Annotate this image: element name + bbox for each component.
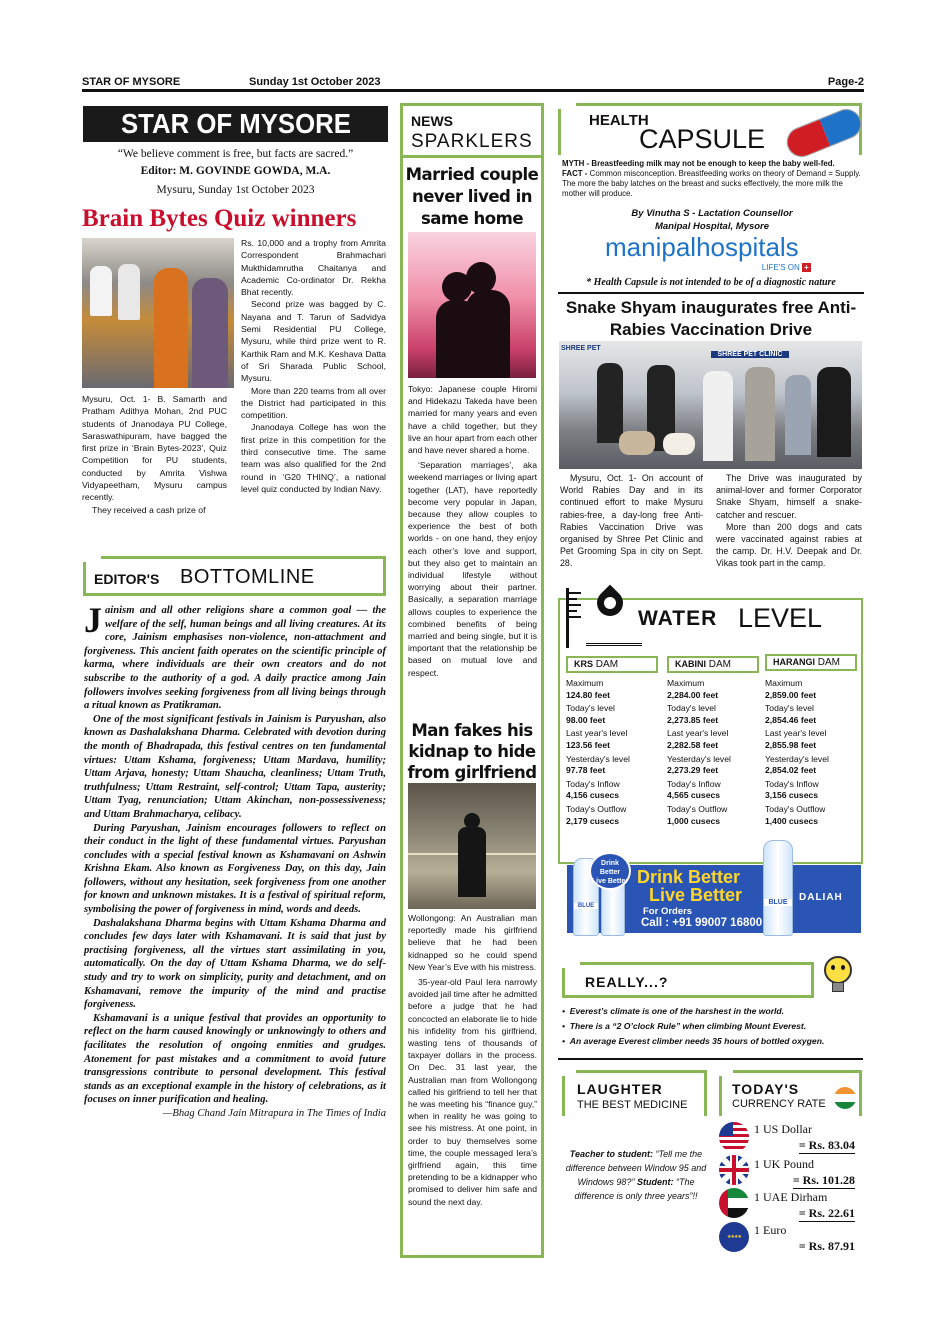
really-label-text: REALLY...? <box>585 974 669 990</box>
measuring-gauge-icon <box>566 588 586 648</box>
snake-col-1 <box>560 472 703 570</box>
masthead-editor: Editor: M. GOVINDE GOWDA, M.A. <box>140 165 331 177</box>
really-item-3-text: An average Everest climber needs 35 hours of bottled oxygen. <box>569 1036 825 1046</box>
currency-rate-usd: = Rs. 83.04 <box>798 1138 855 1152</box>
joke-student-key: Student: <box>636 1177 674 1187</box>
editors-label-a: EDITOR'S <box>94 571 160 587</box>
india-flag-icon <box>834 1087 856 1109</box>
editorial-body <box>84 600 386 1121</box>
sparkler-2-body <box>408 912 537 1208</box>
currency-row-gbp <box>719 1155 861 1185</box>
kabini-lastyear-label: Last year's level <box>667 728 729 739</box>
harangi-today-label: Today's level <box>765 703 814 714</box>
krs-inflow-value: 4,156 cusecs <box>566 790 620 801</box>
header-date: Sunday 1st October 2023 <box>249 76 381 88</box>
quiz-para-4: Jnanodaya College has won the first prize in this competition for the third consecutive time. The same team was also qualified for the 2nd round in ‘G20 THINQ’, a national level quiz conducted by Indian Navy. <box>241 422 386 494</box>
laughter-label-b: THE BEST MEDICINE <box>577 1099 688 1111</box>
really-item-3: • An average Everest climber needs 35 hours of bottled oxygen. <box>562 1036 825 1046</box>
ad-brand: DALIAH <box>799 892 843 903</box>
pet-clinic-sign: SHREE PET <box>561 345 601 352</box>
snake-para-2: The Drive was inaugurated by animal-lover and former Corporator Snake Shyam, himself a snake-catcher and rescuer. <box>716 473 862 520</box>
currency-row-aed <box>719 1188 861 1218</box>
krs-max-label: Maximum <box>566 678 604 688</box>
harangi-inflow-label: Today's Inflow <box>765 778 819 789</box>
currency-row-usd <box>719 1122 861 1152</box>
kabini-readings <box>667 673 759 827</box>
kabini-dam-word: DAM <box>708 659 732 670</box>
editorial-para-2: One of the most significant festivals in Jainism is Paryushan, also known as Dashalakshana Dharma. Celebrated with devotion during the month of Bhadrapada, this festival centres on ten fundamental virtues: Uttam Kshama, forgiveness; Uttam Mardava, humility; Uttam Arjava, honesty; Uttam Shaucha, cleanliness; Uttam Truth, truthfulness; Uttam Restraint, self-control; Uttam Tapa, austerity; Uttam Tyag, renunciation; Uttam Akinchan, non-possessiveness; and Uttam Brahmacharya, celibacy. <box>84 713 386 820</box>
sparkler-2-headline: Man fakes his kidnap to hide from girlfriend <box>407 721 537 782</box>
health-label-b: CAPSULE <box>639 124 766 154</box>
manipal-tag <box>762 263 811 272</box>
health-org: Manipal Hospital, Mysore <box>654 221 770 232</box>
editorial-para-4: Dashalakshana Dharma begins with Uttam Kshama Dharma and concludes few days later with Kshamavani. It is said that just by practising forgiveness, all the virtues start assimilating in you, automatically. On the day of Uttam Kshama Dharma, we do self-study and try to work on simplicity, purity and detachment, and on Kshamavani, remove the impurity of the mind and practise forgiveness. <box>84 917 386 1011</box>
harangi-dam-label <box>765 654 857 671</box>
fact-text: Common misconception. Breastfeeding works on theory of Demand = Supply. The more the baby latches on the breast and sucks effectively, the more milk the mother will produce. <box>562 169 861 198</box>
health-myth <box>562 159 862 169</box>
editorial-para-1 <box>84 600 386 713</box>
snake-para-3: More than 200 dogs and cats were vaccinated against rabies at the camp. Dr. H.V. Deepak and Dr. Vikas took part in the camp. <box>716 521 862 569</box>
quiz-headline: Brain Bytes Quiz winners <box>82 205 357 232</box>
editorial-drop-cap: J <box>84 600 102 640</box>
harangi-yesterday-label: Yesterday's level <box>765 753 829 764</box>
health-disclaimer: * Health Capsule is not intended to be of a diagnostic nature <box>558 277 864 294</box>
sparkler-1-para-1: Tokyo: Japanese couple Hiromi and Hidekazu Takeda have been married for many years and even have a child together, but they live an hour apart from each other and have never shared a home. <box>408 384 537 456</box>
sparkler-2-para-2: 35-year-old Paul Iera narrowly avoided jail time after he admitted before a judge that he had concocted an elaborate lie to hide his infidelity from his girlfriend, wasting tens of thousands of taxpayer dollars in the process. On Dec. 31 last year, the Australian man from Wollongong called his girlfriend to tell her that he was meeting his “finance guy,” when in reality he was going to see his mistress. At one point, in order to buy themselves some time, the couple messaged Iera’s girlfriend again, this time pretending to be a kidnapper who promised to deliver him safe and sound the next day. <box>408 977 537 1207</box>
editorial-credit: —Bhag Chand Jain Mitrapura in The Times of India <box>162 1107 386 1119</box>
editors-label-b: BOTTOMLINE <box>180 566 315 588</box>
health-label-a: HEALTH <box>589 112 649 129</box>
kabini-outflow-label: Today's Outflow <box>667 803 728 814</box>
currency-rate-aed: = Rs. 22.61 <box>798 1206 855 1220</box>
water-waves-icon <box>586 630 642 646</box>
manipal-logo-b: hospitals <box>696 232 799 262</box>
kabini-today-label: Today's level <box>667 703 716 714</box>
harangi-lastyear-value: 2,855.98 feet <box>765 739 817 750</box>
ad-orders: For Orders <box>643 906 693 917</box>
sparklers-label <box>403 106 541 158</box>
editors-bottomline-label <box>83 556 386 596</box>
fact-key: FACT - <box>562 169 588 178</box>
snake-col-2 <box>716 472 862 570</box>
harangi-max-value: 2,859.00 feet <box>765 689 817 700</box>
ad-badge <box>589 852 631 890</box>
kabini-inflow-label: Today's Inflow <box>667 778 721 789</box>
really-label <box>562 962 814 998</box>
plus-icon: + <box>802 263 811 272</box>
kabini-lastyear-value: 2,282.58 feet <box>667 739 719 750</box>
myth-text: Breastfeeding milk may not be enough to keep the baby well-fed. <box>591 159 835 168</box>
quiz-para-2: Second prize was bagged by C. Nayana and T. Tarun of Sadvidya Semi Residential PU College, Mysuru, while third prize went to R. Karthik Ram and M.K. Keshava Datta of Sri Sharada Public School, Mysuru. <box>241 299 386 384</box>
header-page-number: Page-2 <box>827 76 864 88</box>
joke-student-text: “The difference is only three years”!! <box>574 1177 698 1201</box>
sparkler-1-body <box>408 383 537 679</box>
ad-badge-a: Drink <box>601 860 619 867</box>
quiz-para-1: Rs. 10,000 and a trophy from Amrita Correspondent Brahmachari Mukthidamrutha Chaitanya and Academic Co-ordinator Dr. Rekha Bhat recently. <box>241 238 386 298</box>
myth-key: MYTH - <box>562 159 590 168</box>
health-fact <box>562 169 862 199</box>
sparkler-2-para-1: Wollongong: An Australian man reportedly made his girlfriend believe that he had been kidnapped so he could spend New Year’s Eve with his mistress. <box>408 913 537 972</box>
dam-harangi <box>765 654 857 827</box>
editorial-para-3: During Paryushan, Jainism encourages followers to reflect on their conduct in the light of these fundamental virtues. Paryushan concludes with a special festival known as Kshamavani on Ashwin Krishna Ekam. Also known as Forgiveness Day, on this day, Jain followers, without any hesitation, seek forgiveness from one another for known and unknown mistakes. It is a festival of spiritual reform, symbolising the power of forgiveness in mind, words and deeds. <box>84 822 386 916</box>
harangi-outflow-label: Today's Outflow <box>765 803 826 814</box>
sparkler-1-para-2: ‘Separation marriages’, aka weekend marriages or living apart together (LAT), have reportedly become very popular in Japan, because they allow couples to experience the best of both worlds - on one hand, they enjoy each other’s love and support, but they also get to maintain an individual lifestyle without worrying about their partner. Basically, a separation marriage allows couples to experience the combined benefits of being married and being single, but it is important that the relationship be based on mutual love and respect. <box>408 460 537 678</box>
krs-yesterday-label: Yesterday's level <box>566 753 630 764</box>
harangi-readings <box>765 671 857 827</box>
krs-lastyear-value: 123.56 feet <box>566 739 610 750</box>
laughter-label <box>562 1070 707 1116</box>
header-paper-name: STAR OF MYSORE <box>82 76 181 88</box>
kabini-inflow-value: 4,565 cusecs <box>667 790 721 801</box>
masthead-banner <box>83 106 388 142</box>
ad-line-2: Live Better <box>649 885 743 905</box>
really-item-1: • Everest’s climate is one of the harshest in the world. <box>562 1006 785 1016</box>
daliah-water-ad <box>567 840 861 940</box>
capsule-pill-icon <box>782 104 866 161</box>
kabini-max-value: 2,284.00 feet <box>667 689 719 700</box>
krs-yesterday-value: 97.78 feet <box>566 765 606 776</box>
krs-dam-word: DAM <box>595 659 619 670</box>
krs-readings <box>566 673 658 827</box>
bulb-icon <box>818 952 856 996</box>
currency-unit-eur: 1 Euro <box>754 1223 787 1237</box>
health-capsule-label <box>558 103 862 155</box>
ad-big-bottle <box>763 840 793 936</box>
really-rule <box>558 1058 863 1060</box>
harangi-outflow-value: 1,400 cusecs <box>765 815 819 826</box>
kabini-yesterday-value: 2,273.29 feet <box>667 765 719 776</box>
quiz-caption-continue: They received a cash prize of <box>92 504 206 515</box>
sparklers-label-a: NEWS <box>411 113 453 129</box>
currency-unit-usd: 1 US Dollar <box>754 1122 812 1136</box>
krs-outflow-value: 2,179 cusecs <box>566 815 620 826</box>
ad-line-1: Drink Better <box>637 867 741 887</box>
harangi-today-value: 2,854.46 feet <box>765 714 817 725</box>
krs-dam-label <box>566 656 658 673</box>
water-title-b: LEVEL <box>738 603 823 633</box>
ad-call: Call : +91 99007 16800 <box>641 917 763 929</box>
krs-inflow-label: Today's Inflow <box>566 778 620 789</box>
currency-unit-gbp: 1 UK Pound <box>754 1157 815 1171</box>
kabini-name: KABINI <box>675 659 706 669</box>
manipal-logo <box>605 232 815 274</box>
harangi-lastyear-label: Last year's level <box>765 728 827 739</box>
harangi-yesterday-value: 2,854.02 feet <box>765 765 817 776</box>
quiz-body <box>241 237 386 495</box>
krs-outflow-label: Today's Outflow <box>566 803 627 814</box>
ad-bottle-label-1: BLUE <box>574 903 598 909</box>
eu-flag-icon: ★★★★ <box>719 1222 749 1252</box>
vaccination-drive-photo <box>559 341 862 469</box>
currency-unit-aed: 1 UAE Dirham <box>754 1190 828 1204</box>
sparklers-label-b: SPARKLERS <box>411 131 533 152</box>
quiz-caption <box>82 393 227 516</box>
pet-clinic-banner: SHREE PET CLINIC <box>711 351 789 358</box>
krs-today-label: Today's level <box>566 703 615 714</box>
really-item-2: • There is a “2 O’clock Rule” when climbing Mount Everest. <box>562 1021 807 1031</box>
currency-rate-gbp: = Rs. 101.28 <box>792 1173 855 1187</box>
joke-teacher-text: “Tell me the difference between Window 95 and Windows 98?” <box>565 1149 707 1187</box>
kabini-max-label: Maximum <box>667 678 705 688</box>
really-item-2-text: There is a “2 O’clock Rule” when climbing Mount Everest. <box>569 1021 807 1031</box>
editorial-para-1-text: ainism and all other religions share a common goal — the welfare of the self, human beings and all living creatures. At its core, Jainism emphasises non-violence, non-attachment and forgiveness. This ancient faith operates on the scientific principle of karma, where individuals are their own creators and do not subscribe to the authority of a god. A daily practice among Jain followers involves seeking forgiveness from all living beings through a ritual known as Pratikraman. <box>84 605 386 712</box>
masthead-motto: “We believe comment is free, but facts are sacred.” <box>117 148 354 160</box>
quiz-para-3: More than 220 teams from all over the District had participated in this competition. <box>241 385 386 421</box>
kabini-dam-label <box>667 656 759 673</box>
couple-silhouette-photo <box>408 232 536 378</box>
currency-label <box>719 1070 862 1116</box>
kabini-today-value: 2,273.85 feet <box>667 714 719 725</box>
kabini-yesterday-label: Yesterday's level <box>667 753 731 764</box>
health-text <box>562 159 862 199</box>
krs-max-value: 124.80 feet <box>566 689 610 700</box>
sparkler-1-headline: Married couple never lived in same home <box>405 165 539 228</box>
usa-flag-icon <box>719 1122 749 1152</box>
joke-teacher-key: Teacher to student: <box>569 1149 653 1159</box>
laughter-joke <box>562 1147 710 1203</box>
snake-para-1: Mysuru, Oct. 1- On account of World Rabies Day and in its continued effort to make Mysuru rabies-free, a day-long free Anti-Rabies Vaccination Drive was organised by Shree Pet Clinic and Pet Grooming Spa in city on Sept. 28. <box>560 473 703 569</box>
laughter-label-a: LAUGHTER <box>577 1081 663 1097</box>
page-header <box>82 76 864 92</box>
kabini-outflow-value: 1,000 cusecs <box>667 815 721 826</box>
ad-badge-c: Live Better <box>591 878 629 885</box>
krs-today-value: 98.00 feet <box>566 714 606 725</box>
harangi-name: HARANGI <box>773 657 815 667</box>
masthead-dateline: Mysuru, Sunday 1st October 2023 <box>156 184 315 196</box>
currency-label-a: TODAY'S <box>732 1081 800 1097</box>
krs-name: KRS <box>574 659 594 669</box>
health-byline: By Vinutha S - Lactation Counsellor <box>631 208 793 219</box>
harangi-dam-word: DAM <box>817 657 841 668</box>
uk-flag-icon <box>719 1155 749 1185</box>
kidnap-photo <box>408 783 536 909</box>
manipal-tag-text: LIFE'S ON <box>761 263 800 272</box>
krs-lastyear-label: Last year's level <box>566 728 628 739</box>
currency-row-eur <box>719 1222 861 1252</box>
quiz-winners-photo <box>82 238 234 388</box>
ad-bottle-label-2: BLUE <box>764 899 792 906</box>
ad-badge-b: Better <box>599 869 621 876</box>
uae-flag-icon <box>719 1188 749 1218</box>
harangi-max-label: Maximum <box>765 678 803 688</box>
dam-kabini <box>667 656 759 827</box>
harangi-inflow-value: 3,156 cusecs <box>765 790 819 801</box>
currency-label-b: CURRENCY RATE <box>732 1098 826 1110</box>
masthead-title: STAR OF MYSORE <box>120 108 351 139</box>
editorial-para-5: Kshamavani is a unique festival that provides an opportunity to reflect on the harm caused knowingly or unknowingly to others and facilitates the resolution of ongoing enmities and grudges. Atonement for past mistakes and a commitment to avoid future transgressions contribute to personal development. This festival stands as an exceptional example in the history of celebrations, as it focuses on inner purification and healing. <box>84 1012 386 1106</box>
snake-headline: Snake Shyam inaugurates free Anti-Rabies Vaccination Drive <box>565 298 857 339</box>
quiz-caption-text: Mysuru, Oct. 1- B. Samarth and Pratham Adithya Mohan, 2nd PUC students of Jnanodaya PU College, Saraswathipuram, have bagged the first prize in ‘Brain Bytes-2023’, Quiz Competition for PU students, conducted by Amrita Vishwa Vidyapeetham, Mysuru campus recently. <box>82 394 227 503</box>
dam-krs <box>566 656 658 827</box>
currency-rate-eur: = Rs. 87.91 <box>798 1239 855 1253</box>
water-title-a: WATER <box>638 607 718 630</box>
really-item-1-text: Everest’s climate is one of the harshest in the world. <box>569 1006 785 1016</box>
really-list <box>562 1004 862 1049</box>
manipal-logo-a: manipal <box>605 232 697 262</box>
